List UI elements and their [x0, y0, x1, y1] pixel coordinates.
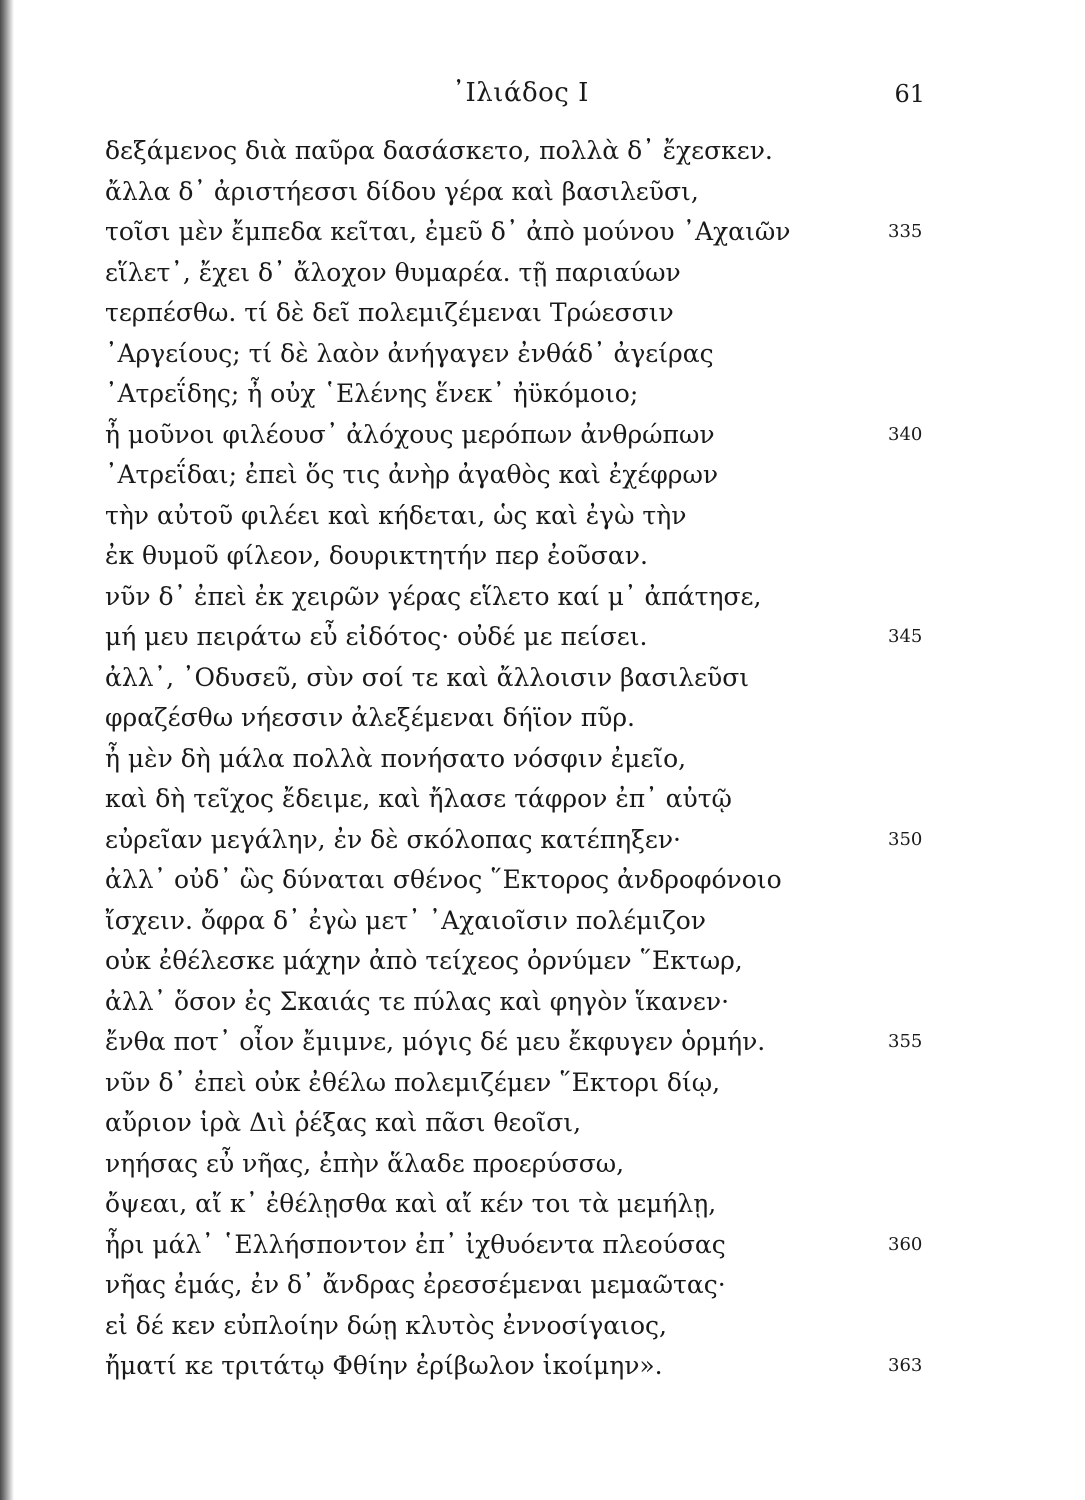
verse-text: εἰ δέ κεν εὐπλοίην δώῃ κλυτὸς ἐννοσίγαιος, [105, 1310, 667, 1340]
verse-text: φραζέσθω νήεσσιν ἀλεξέμεναι δήϊον πῦρ. [105, 703, 635, 732]
verse-text: ἔνθα ποτ᾿ οἶον ἔμιμνε, μόγις δέ μευ ἔκφυγεν ὁρμήν. [105, 1027, 766, 1056]
verse-text: αὔριον ἱρὰ Διὶ ῥέξας καὶ πᾶσι θεοῖσι, [105, 1108, 582, 1137]
verse-text: ἤματί κε τριτάτῳ Φθίην ἐρίβωλον ἱκοίμην». [105, 1351, 663, 1380]
verse-line [105, 374, 935, 415]
line-number: 335 [888, 221, 923, 242]
verse-line [105, 1225, 935, 1266]
verse-line [105, 577, 935, 618]
line-number: 345 [888, 626, 923, 647]
verse-line [105, 901, 935, 942]
line-number: 355 [888, 1031, 923, 1052]
verse-text: ἀλλ᾿ οὐδ᾿ ὣς δύναται σθένος ῞Εκτορος ἀνδροφόνοιο [105, 865, 782, 894]
verse-text: ᾿Ατρεΐδαι; ἐπεὶ ὅς τις ἀνὴρ ἀγαθὸς καὶ ἐχέφρων [105, 460, 719, 489]
verse-text: ἀλλ᾿, ᾿Οδυσεῦ, σὺν σοί τε καὶ ἄλλοισιν βασιλεῦσι [105, 662, 750, 692]
verse-text: ἦρι μάλ᾿ ῾Ελλήσποντον ἐπ᾿ ἰχθυόεντα πλεούσας [105, 1229, 726, 1259]
verse-line [105, 253, 935, 294]
verse-text: τερπέσθω. τί δὲ δεῖ πολεμιζέμεναι Τρώεσσιν [105, 298, 674, 327]
verse-line [105, 1306, 935, 1347]
verse-text: νηήσας εὖ νῆας, ἐπὴν ἅλαδε προερύσσω, [105, 1148, 625, 1178]
verse-text: τοῖσι μὲν ἔμπεδα κεῖται, ἐμεῦ δ᾿ ἀπὸ μούνου ᾿Αχαιῶν [105, 217, 791, 246]
verse-line [105, 820, 935, 861]
verse-line [105, 1346, 935, 1387]
running-title: ᾿Ιλιάδος Ι [452, 78, 589, 108]
verse-text: ἴσχειν. ὄφρα δ᾿ ἐγὼ μετ᾿ ᾿Αχαιοῖσιν πολέμιζον [105, 905, 706, 935]
verse-line [105, 1265, 935, 1306]
verse-line [105, 212, 935, 253]
verse-text: οὐκ ἐθέλεσκε μάχην ἀπὸ τείχεος ὀρνύμεν ῞Εκτωρ, [105, 946, 743, 975]
verse-block [105, 131, 935, 1387]
line-number: 363 [888, 1355, 923, 1376]
page-gutter-shadow [0, 0, 14, 1500]
verse-text: δεξάμενος διὰ παῦρα δασάσκετο, πολλὰ δ᾿ ἔχεσκεν. [105, 136, 773, 165]
verse-line [105, 1184, 935, 1225]
verse-line [105, 131, 935, 172]
verse-text: εὐρεῖαν μεγάλην, ἐν δὲ σκόλοπας κατέπηξεν· [105, 824, 682, 854]
verse-line [105, 698, 935, 739]
verse-line [105, 536, 935, 577]
verse-line [105, 1144, 935, 1185]
verse-line [105, 1022, 935, 1063]
verse-text: νῦν δ᾿ ἐπεὶ ἐκ χειρῶν γέρας εἵλετο καί μ᾿ ἀπάτησε, [105, 581, 762, 611]
page-number: 61 [894, 80, 925, 108]
verse-line [105, 496, 935, 537]
verse-line [105, 1103, 935, 1144]
verse-line [105, 658, 935, 699]
verse-line [105, 982, 935, 1023]
running-header [0, 70, 1085, 114]
verse-text: ᾿Ατρεΐδης; ἦ οὐχ ῾Ελένης ἕνεκ᾿ ἠϋκόμοιο; [105, 379, 639, 408]
verse-text: ᾿Αργείους; τί δὲ λαὸν ἀνήγαγεν ἐνθάδ᾿ ἀγείρας [105, 338, 714, 368]
verse-text: νῦν δ᾿ ἐπεὶ οὐκ ἐθέλω πολεμιζέμεν ῞Εκτορι δίῳ, [105, 1067, 721, 1097]
verse-line [105, 860, 935, 901]
verse-text: ἄλλα δ᾿ ἀριστήεσσι δίδου γέρα καὶ βασιλεῦσι, [105, 176, 699, 206]
line-number: 340 [888, 423, 923, 445]
line-number: 350 [888, 828, 923, 850]
verse-text: ἐκ θυμοῦ φίλεον, δουρικτητήν περ ἐοῦσαν. [105, 541, 648, 570]
verse-line [105, 617, 935, 658]
verse-text: νῆας ἐμάς, ἐν δ᾿ ἄνδρας ἐρεσσέμεναι μεμαῶτας· [105, 1270, 726, 1299]
verse-line [105, 779, 935, 820]
verse-line [105, 739, 935, 780]
verse-text: ἦ μοῦνοι φιλέουσ᾿ ἀλόχους μερόπων ἀνθρώπων [105, 419, 715, 449]
verse-line [105, 1063, 935, 1104]
verse-text: μή μευ πειράτω εὖ εἰδότος· οὐδέ με πείσει. [105, 622, 648, 651]
verse-line [105, 941, 935, 982]
verse-text: εἵλετ᾿, ἔχει δ᾿ ἄλοχον θυμαρέα. τῇ παριαύων [105, 257, 681, 287]
verse-line [105, 334, 935, 375]
verse-line [105, 172, 935, 213]
verse-line [105, 293, 935, 334]
verse-text: ἦ μὲν δὴ μάλα πολλὰ πονήσατο νόσφιν ἐμεῖο, [105, 743, 687, 773]
verse-text: ἀλλ᾿ ὅσον ἐς Σκαιάς τε πύλας καὶ φηγὸν ἵκανεν· [105, 986, 730, 1016]
verse-line [105, 455, 935, 496]
line-number: 360 [888, 1233, 923, 1255]
verse-text: τὴν αὐτοῦ φιλέει καὶ κήδεται, ὡς καὶ ἐγὼ τὴν [105, 500, 687, 530]
verse-text: ὄψεαι, αἴ κ᾿ ἐθέλῃσθα καὶ αἴ κέν τοι τὰ μεμήλῃ, [105, 1189, 717, 1218]
verse-line [105, 415, 935, 456]
verse-text: καὶ δὴ τεῖχος ἔδειμε, καὶ ἤλασε τάφρον ἐπ᾿ αὐτῷ [105, 784, 732, 813]
